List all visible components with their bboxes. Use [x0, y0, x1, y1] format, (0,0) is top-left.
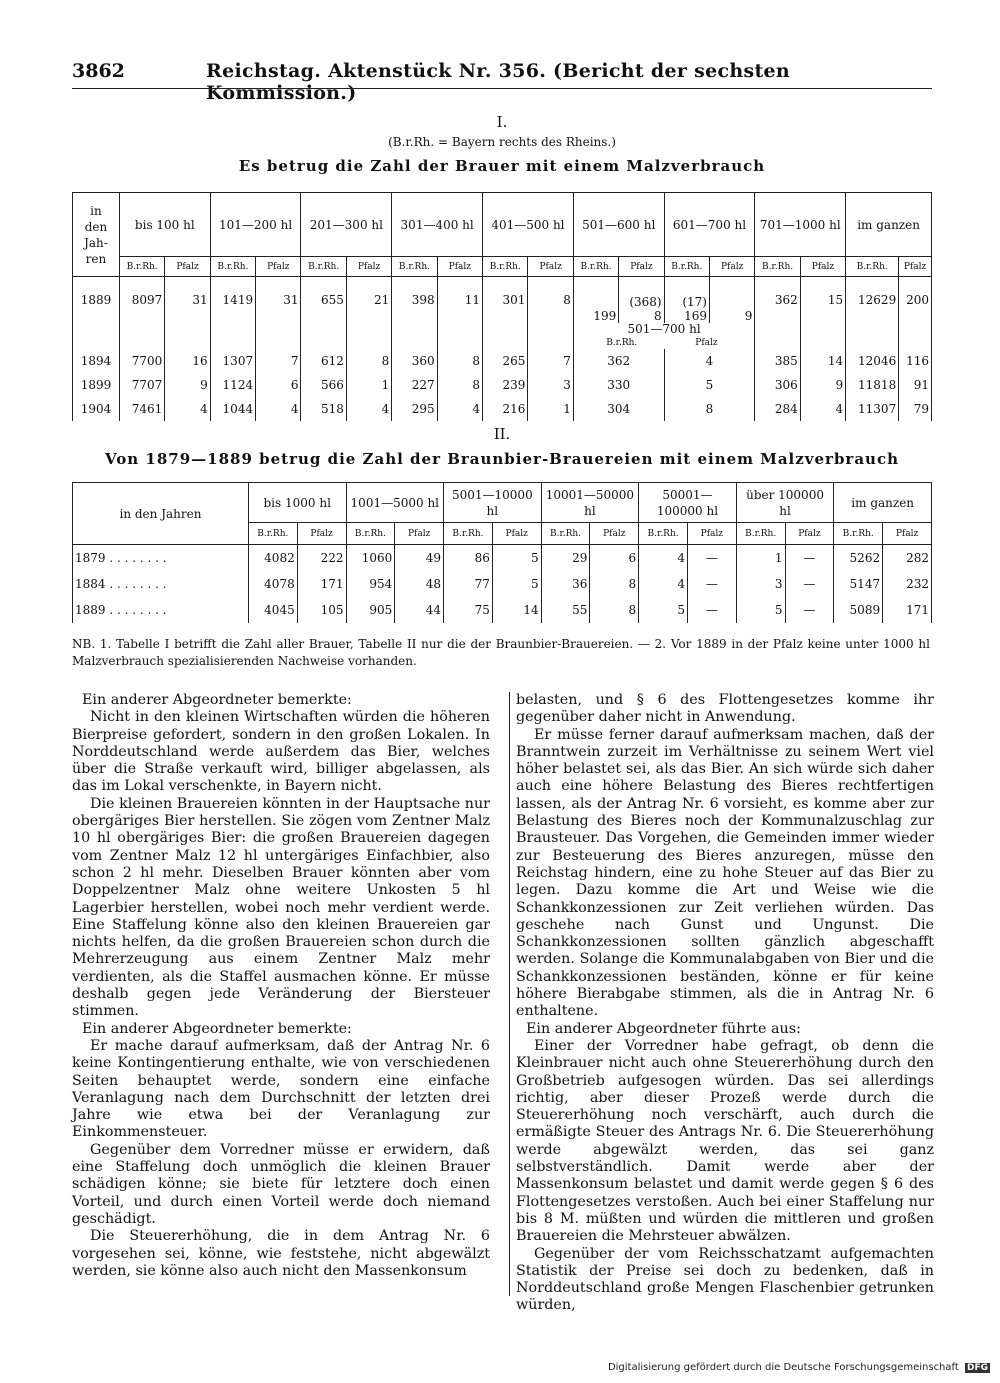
section1-caption: Es betrug die Zahl der Brauer mit einem Malzverbrauch [238, 157, 766, 175]
value-cell: 116 [899, 349, 932, 373]
sub-header: Pfalz [395, 523, 444, 545]
dfg-logo: DFG [966, 1363, 988, 1373]
paragraph: Nicht in den kleinen Wirtschaften würden die höheren Bierpreise gefordert, sondern in den großen Lokalen. In Norddeutschland werde außerdem das Bier, welches über die Straße verkauft wird, billiger abgelassen, als das im Lokal verschenkte, in Bayern nicht. [72, 709, 490, 795]
sub-header: B.r.Rh. [119, 257, 164, 277]
value-cell: 385 [755, 349, 800, 373]
year-cell: 1884 . . . . . . . . [73, 571, 249, 597]
value-cell: 954 [346, 571, 395, 597]
value-cell: 306 [755, 373, 800, 397]
sub-header: Pfalz [619, 257, 664, 277]
value-cell: — [785, 571, 834, 597]
sub-header: Pfalz [256, 257, 301, 277]
value-cell: 7461 [119, 397, 164, 421]
value-cell: 12046 [846, 349, 899, 373]
year-cell: 1889 . . . . . . . . [73, 597, 249, 623]
value-cell: 4 [256, 397, 301, 421]
value-cell: 36 [541, 571, 590, 597]
group-header: 301—400 hl [392, 193, 483, 257]
group-header: 501—600 hl [573, 193, 664, 257]
value-cell: 330 [573, 373, 664, 397]
value-cell: 1307 [210, 349, 255, 373]
value-cell: 105 [297, 597, 346, 623]
value-cell: 171 [883, 597, 932, 623]
sub-header: Pfalz [297, 523, 346, 545]
value-cell: 905 [346, 597, 395, 623]
value-cell: 8 [437, 349, 482, 373]
value-cell: 1 [346, 373, 391, 397]
value-cell: 5089 [834, 597, 883, 623]
paragraph: Ein anderer Abgeordneter bemerkte: [82, 692, 352, 708]
sub-header: B.r.Rh. [346, 523, 395, 545]
group-header: 401—500 hl [483, 193, 574, 257]
value-cell: 9 [165, 373, 210, 397]
table-row [73, 349, 932, 373]
value-cell: 16 [165, 349, 210, 373]
year-header: in den Jah- ren [73, 193, 120, 277]
group-header: 701—1000 hl [755, 193, 846, 257]
value-cell: 227 [392, 373, 437, 397]
value-cell: 8 [346, 349, 391, 373]
value-cell: 4 [800, 397, 845, 421]
value-cell: 14 [800, 349, 845, 373]
value-cell: 8 [590, 571, 639, 597]
value-cell: 8 [437, 373, 482, 397]
value-cell: 566 [301, 373, 346, 397]
paragraph: Er müsse ferner darauf aufmerksam machen, daß der Branntwein zurzeit im Verhältnisse zu seinem Wert viel höher belastet sei, als das Bier. An sich würde sich daher auch eine höhere Belastung des Bieres rechtfertigen lassen, als der Antrag Nr. 6 vorsieht, es komme aber zur Belastung des Bieres noch der Kommunalzuschlag zur Brausteuer. Das Vorgehen, die Gemeinden immer wieder zur Besteuerung des Bieres anzuregen, müsse den Reichstag hindern, eine zu hohe Steuer auf das Bier zu legen. Dazu komme die Art und Weise wie die Schankkonzessionen zur Zeit verliehen würden. Das geschehe nach Gunst und Ungunst. Die Schankkonzessionen sollten gänzlich abgeschafft werden. Solange die Kommunalabgaben von Bier und die Schankkonzessionen beständen, könne er für keine höhere Bierabgabe stimmen, als die in Antrag Nr. 6 enthaltene. [516, 726, 934, 1020]
sub-header: B.r.Rh. [639, 523, 688, 545]
sub-header: B.r.Rh. [483, 257, 528, 277]
value-cell: 4 [165, 397, 210, 421]
value-cell: 5 [736, 597, 785, 623]
value-cell: 222 [297, 545, 346, 571]
footer: Digitalisierung gefördert durch die Deutsche Forschungsgemeinschaft DFG [607, 1362, 988, 1373]
year-header: in den Jahren [73, 483, 249, 545]
group-header: 1001—5000 hl [346, 483, 444, 523]
value-cell: 1 [528, 397, 573, 421]
group-header: bis 1000 hl [248, 483, 346, 523]
value-cell: 4078 [248, 571, 297, 597]
value-cell: 5 [492, 545, 541, 571]
group-header: bis 100 hl [119, 193, 210, 257]
value-cell: 49 [395, 545, 444, 571]
sub-header: Pfalz [785, 523, 834, 545]
value-cell: 239 [483, 373, 528, 397]
section1-note: (B.r.Rh. = Bayern rechts des Rheins.) [388, 135, 616, 149]
sub-header: B.r.Rh. [573, 257, 618, 277]
value-cell: 360 [392, 349, 437, 373]
sub-header: Pfalz [899, 257, 932, 277]
sub-header: B.r.Rh. [664, 257, 709, 277]
value-cell: 1060 [346, 545, 395, 571]
value-cell: 232 [883, 571, 932, 597]
sub-header: Pfalz [492, 523, 541, 545]
value-cell: 4 [639, 571, 688, 597]
value-cell: 5 [664, 373, 755, 397]
value-cell: 171 [297, 571, 346, 597]
value-cell: 4045 [248, 597, 297, 623]
value-cell: 7 [528, 349, 573, 373]
value-cell: 5 [639, 597, 688, 623]
value-cell: 8 [664, 397, 755, 421]
value-cell: 1124 [210, 373, 255, 397]
group-header: im ganzen [834, 483, 932, 523]
value-cell: 4 [346, 397, 391, 421]
sub-header: B.r.Rh. [301, 257, 346, 277]
value-cell: 284 [755, 397, 800, 421]
table-braunbier [72, 482, 932, 623]
value-cell: 1 [736, 545, 785, 571]
paragraph: Gegenüber der vom Reichsschatzamt aufgemachten Statistik der Preise sei doch zu bedenken, daß in Norddeutschland große Mengen Flaschenbier getrunken würden, [516, 1245, 934, 1314]
value-cell: 4082 [248, 545, 297, 571]
value-cell: 75 [444, 597, 493, 623]
sub-header: Pfalz [346, 257, 391, 277]
sub-header: Pfalz [437, 257, 482, 277]
value-cell: 518 [301, 397, 346, 421]
value-cell: 79 [899, 397, 932, 421]
group-header: 5001—10000 hl [444, 483, 542, 523]
paragraph: Einer der Vorredner habe gefragt, ob denn die Kleinbrauer nicht auch ohne Steuererhöhung durch den Großbetrieb aufgesogen würden. Das sei allerdings richtig, aber dieser Prozeß werde durch die Steuererhöhung noch verschärft, auch durch die ermäßigte Steuer des Antrags Nr. 6. Die Steuererhöhung werde abgewälzt werden, das sei ganz selbstverständlich. Damit werde aber der Massenkonsum belastet und damit werde gegen § 6 des Flottengesetzes verstoßen. Auch bei einer Staffelung nur bis 8 M. müßten und würden die mittleren und großen Brauereien die Mehrsteuer abwälzen. [516, 1037, 934, 1245]
value-cell: 3 [528, 373, 573, 397]
value-cell: 1044 [210, 397, 255, 421]
year-cell: 1899 [73, 373, 120, 397]
merged-label-row: 501—700 hl B.r.Rh. Pfalz [73, 323, 932, 349]
value-cell: 6 [590, 545, 639, 571]
value-cell: 4 [664, 349, 755, 373]
value-cell: 3 [736, 571, 785, 597]
sub-header: B.r.Rh. [834, 523, 883, 545]
group-header: 101—200 hl [210, 193, 301, 257]
page-number: 3862 [72, 60, 125, 82]
sub-header: B.r.Rh. [755, 257, 800, 277]
value-cell: 77 [444, 571, 493, 597]
sub-header: Pfalz [687, 523, 736, 545]
sub-header: Pfalz [590, 523, 639, 545]
value-cell: 6 [256, 373, 301, 397]
sub-header: B.r.Rh. [392, 257, 437, 277]
column-divider [509, 692, 510, 1296]
table-footnote: NB. 1. Tabelle I betrifft die Zahl aller Brauer, Tabelle II nur die der Braunbier-Brauereien. — 2. Vor 1889 in der Pfalz keine unter 1000 hl Malzverbrauch spezialisierenden Nachweise vorhanden. [72, 637, 930, 668]
sub-header: B.r.Rh. [736, 523, 785, 545]
page-title: Reichstag. Aktenstück Nr. 356. (Bericht der sechsten Kommission.) [206, 60, 791, 104]
table-row [73, 597, 932, 623]
header-rule [72, 88, 932, 89]
paragraph: Die kleinen Brauereien könnten in der Hauptsache nur obergäriges Bier herstellen. Sie zögen vom Zentner Malz 10 hl obergäriges Bier: die großen Brauereien dagegen vom Zentner Malz 12 hl untergäriges Einfachbier, also schon 2 hl mehr. Dieselben Brauer könnten aber vom Doppelzentner Malz ohne weitere Unkosten 5 hl Lagerbier herstellen, wobei noch mehr verdient werde. Eine Staffelung könne also den kleinen Brauereien gar nichts helfen, da die großen Brauereien schon durch die Mehrerzeugung aus einem Zentner Malz mehr verdienten, als die Staffel ausmachen könne. Er müsse deshalb gegen jede Veränderung der Biersteuer stimmen. [72, 795, 490, 1020]
sub-header: B.r.Rh. [541, 523, 590, 545]
left-column [72, 692, 490, 1280]
value-cell: 11307 [846, 397, 899, 421]
value-cell: 5262 [834, 545, 883, 571]
value-cell: 91 [899, 373, 932, 397]
value-cell: 86 [444, 545, 493, 571]
value-cell: — [687, 571, 736, 597]
value-cell: — [687, 545, 736, 571]
right-column [516, 692, 934, 1315]
group-header: 201—300 hl [301, 193, 392, 257]
group-header: 601—700 hl [664, 193, 755, 257]
paragraph: Die Steuererhöhung, die in dem Antrag Nr. 6 vorgesehen sei, könne, wie feststehe, nicht abgewälzt werden, sie könne also auch nicht den Massenkonsum [72, 1228, 490, 1279]
group-header: 10001—50000 hl [541, 483, 639, 523]
year-cell: 1879 . . . . . . . . [73, 545, 249, 571]
page-header [72, 58, 932, 104]
value-cell: 7 [256, 349, 301, 373]
sub-header: B.r.Rh. [210, 257, 255, 277]
table-row [73, 545, 932, 571]
table-row [73, 373, 932, 397]
group-header: 50001—100000 hl [639, 483, 737, 523]
section2-caption: Von 1879—1889 betrug die Zahl der Braunbier-Brauereien mit einem Malzverbrauch [105, 450, 899, 468]
value-cell: 14 [492, 597, 541, 623]
section1-numeral: I. [496, 113, 508, 131]
value-cell: 29 [541, 545, 590, 571]
table-brauer [72, 192, 932, 421]
sub-header: B.r.Rh. [444, 523, 493, 545]
value-cell: 5147 [834, 571, 883, 597]
section2-numeral: II. [493, 425, 511, 443]
paragraph: Er mache darauf aufmerksam, daß der Antrag Nr. 6 keine Kontingentierung enthalte, wie von verschiedenen Seiten behauptet werde, sondern eine einfache Veranlagung nach dem Durchschnitt der letzten drei Jahre wie etwa bei der Veranlagung zur Einkommensteuer. [72, 1037, 490, 1141]
table-row: 1889 8097 31 1419 31 655 21 398 11 301 8 199 (368) 8 (17) 169 9 362 15 12629 200 [73, 277, 932, 323]
sub-header: B.r.Rh. [248, 523, 297, 545]
value-cell: 265 [483, 349, 528, 373]
value-cell: 4 [639, 545, 688, 571]
year-cell: 1904 [73, 397, 120, 421]
value-cell: 7707 [119, 373, 164, 397]
value-cell: 362 [573, 349, 664, 373]
value-cell: 48 [395, 571, 444, 597]
value-cell: — [785, 597, 834, 623]
sub-header: Pfalz [528, 257, 573, 277]
group-header: im ganzen [846, 193, 932, 257]
value-cell: — [785, 545, 834, 571]
value-cell: 304 [573, 397, 664, 421]
value-cell: 612 [301, 349, 346, 373]
value-cell: 55 [541, 597, 590, 623]
paragraph: Gegenüber dem Vorredner müsse er erwidern, daß eine Staffelung doch unmöglich die kleinen Brauer schädigen könne; sie biete für letztere doch einen Vorteil, und durch einen Vorteil werde doch niemand geschädigt. [72, 1141, 490, 1227]
value-cell: — [687, 597, 736, 623]
value-cell: 282 [883, 545, 932, 571]
value-cell: 5 [492, 571, 541, 597]
year-cell: 1894 [73, 349, 120, 373]
value-cell: 44 [395, 597, 444, 623]
paragraph: Ein anderer Abgeordneter führte aus: [526, 1020, 801, 1037]
value-cell: 8 [590, 597, 639, 623]
paragraph: belasten, und § 6 des Flottengesetzes komme ihr gegenüber daher nicht in Anwendung. [516, 692, 934, 726]
group-header: über 100000 hl [736, 483, 834, 523]
value-cell: 4 [437, 397, 482, 421]
value-cell: 216 [483, 397, 528, 421]
paragraph: Ein anderer Abgeordneter bemerkte: [82, 1020, 352, 1037]
sub-header: Pfalz [165, 257, 210, 277]
sub-header: Pfalz [800, 257, 845, 277]
table-row [73, 397, 932, 421]
value-cell: 9 [800, 373, 845, 397]
value-cell: 7700 [119, 349, 164, 373]
value-cell: 11818 [846, 373, 899, 397]
sub-header: Pfalz [883, 523, 932, 545]
sub-header: B.r.Rh. [846, 257, 899, 277]
value-cell: 295 [392, 397, 437, 421]
table-row [73, 571, 932, 597]
sub-header: Pfalz [710, 257, 755, 277]
